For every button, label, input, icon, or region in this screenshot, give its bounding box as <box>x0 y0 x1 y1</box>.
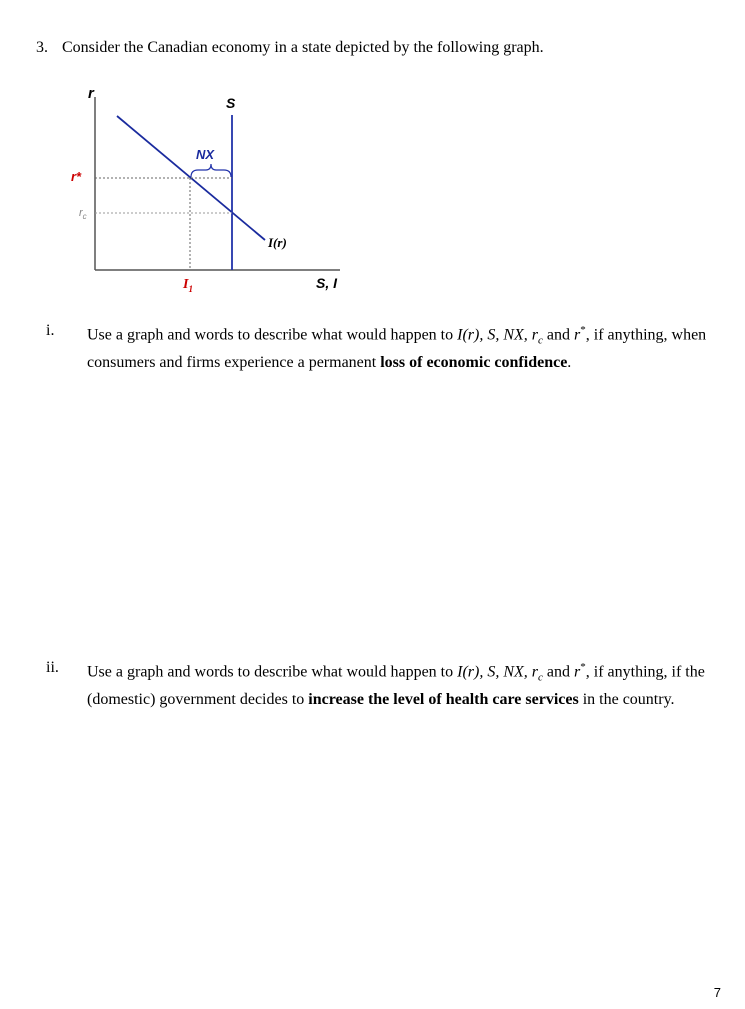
part-ii <box>46 657 736 710</box>
page-number: 7 <box>713 985 721 1000</box>
part-i-text: Use a graph and words to describe what would happen to I(r), S, NX, $r_c$ and r*, if anything, when consumers and firms experience a permanent loss of economic confidence. <box>87 324 707 371</box>
part-i-number: i. <box>46 322 55 339</box>
part-i-vars: I(r), S, NX, r <box>457 326 539 344</box>
part-ii-number: ii. <box>46 659 59 676</box>
label-investment: I(r) <box>268 235 287 250</box>
label-s: S <box>226 95 236 111</box>
question-text: Consider the Canadian economy in a state depicted by the following graph. <box>62 39 544 56</box>
nx-brace <box>191 164 231 177</box>
label-i1: $I_1$ <box>183 277 193 294</box>
label-nx: NX <box>196 147 215 162</box>
economy-graph <box>0 0 745 300</box>
part-i <box>46 320 736 373</box>
label-rc: $r_c$ <box>79 207 87 221</box>
part-ii-vars: I(r), S, NX, r <box>457 663 539 681</box>
part-ii-bold: increase the level of health care services <box>308 690 579 708</box>
question-number: 3. <box>36 39 48 56</box>
axis-label-r: r <box>88 85 94 102</box>
part-i-bold: loss of economic confidence <box>380 353 568 371</box>
label-rstar: r* <box>71 169 82 184</box>
part-ii-text: Use a graph and words to describe what would happen to I(r), S, NX, $r_c$ and r*, if anything, if the (domestic) government decides to increase the level of health care services in the country. <box>87 661 705 708</box>
axis-label-si: S, I <box>316 275 338 291</box>
